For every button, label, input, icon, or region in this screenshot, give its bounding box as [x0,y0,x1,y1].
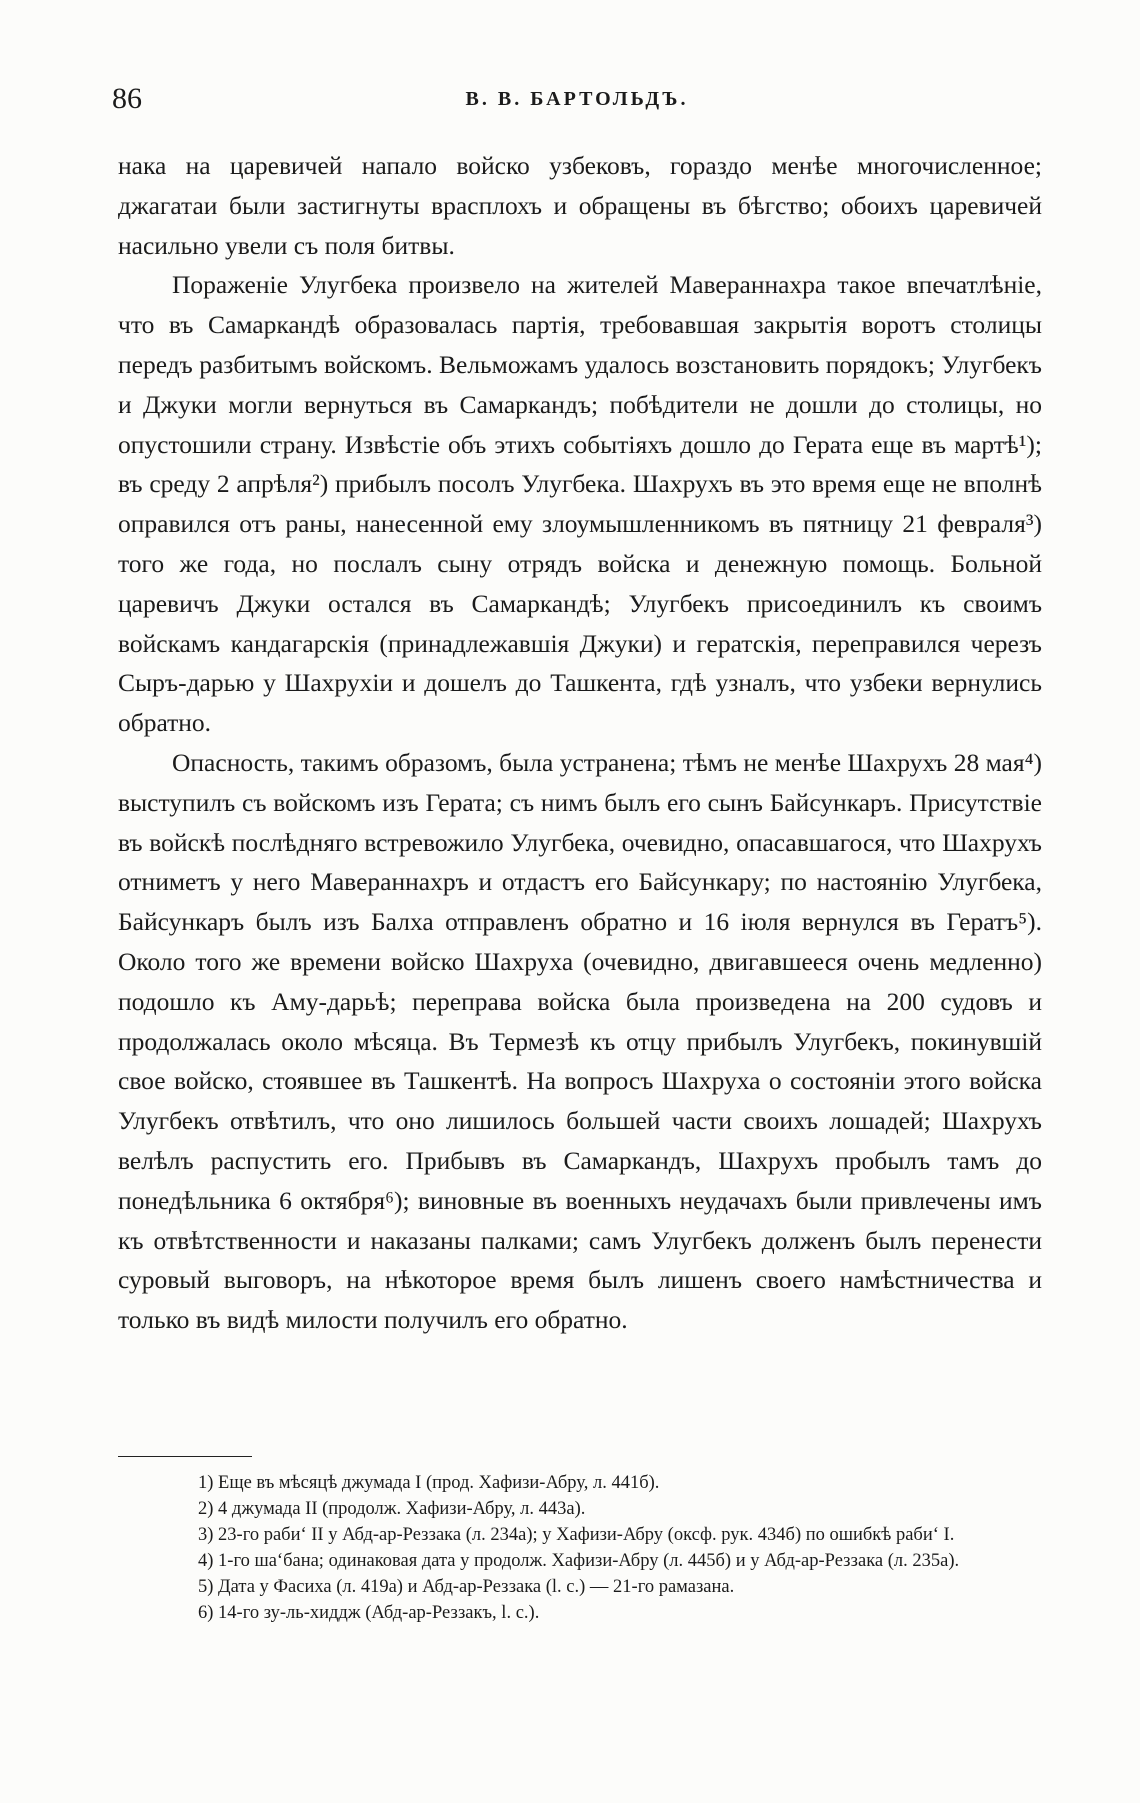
footnote-separator [118,1456,252,1457]
footnote-5: 5) Дата у Фасиха (л. 419а) и Абд-ар-Реззака (l. c.) — 21-го рамазана. [198,1577,735,1597]
footnote-3: 3) 23-го раби‘ II у Абд-ар-Реззака (л. 234а); у Хафизи-Абру (оксф. рук. 434б) по ошибкѣ раби‘ I. [198,1525,955,1545]
footnote-4: 4) 1-го ша‘бана; одинаковая дата у продолж. Хафизи-Абру (л. 445б) и у Абд-ар-Реззака (л. 235а). [198,1551,960,1571]
footnotes [118,1470,1042,1626]
main-text [118,146,1042,1340]
page-number: 86 [112,82,142,115]
paragraph-continued: нака на царевичей напало войско узбековъ, гораздо менѣе многочисленное; джагатаи были застигнуты врасплохъ и обращены въ бѣгство; обоихъ царевичей насильно увели съ поля битвы. [118,151,1042,260]
footnote-1: 1) Еще въ мѣсяцѣ джумада I (прод. Хафизи-Абру, л. 441б). [198,1473,660,1493]
page-header [112,82,1042,122]
footnote-2: 2) 4 джумада II (продолж. Хафизи-Абру, л. 443а). [198,1499,586,1519]
running-head: В. В. БАРТОЛЬДЪ. [465,88,689,110]
footnote-6: 6) 14-го зу-ль-хиддж (Абд-ар-Реззакъ, l. c.). [198,1603,540,1623]
paragraph: Пораженіе Улугбека произвело на жителей Мавераннахра такое впечатлѣніе, что въ Самаркандѣ образовалась партія, требовавшая закрытія воротъ столицы передъ разбитымъ войскомъ. Вельможамъ удалось возстановить порядокъ; Улугбекъ и Джуки могли вернуться въ Самаркандъ; побѣдители не дошли до столицы, но опустошили страну. Извѣстіе объ этихъ событіяхъ дошло до Герата еще въ мартѣ¹); въ среду 2 апрѣля²) прибылъ посолъ Улугбека. Шахрухъ въ это время еще не вполнѣ оправился отъ раны, нанесенной ему злоумышленникомъ въ пятницу 21 февраля³) того же года, но послалъ сыну отрядъ войска и денежную помощь. Больной царевичъ Джуки остался въ Самаркандѣ; Улугбекъ присоединилъ къ своимъ войскамъ кандагарскія (принадлежавшія Джуки) и гератскія, переправился черезъ Сыръ-дарью у Шахрухіи и дошелъ до Ташкента, гдѣ узналъ, что узбеки вернулись обратно. [118,270,1042,738]
paragraph: Опасность, такимъ образомъ, была устранена; тѣмъ не менѣе Шахрухъ 28 мая⁴) выступилъ съ войскомъ изъ Герата; съ нимъ былъ его сынъ Байсункаръ. Присутствіе въ войскѣ послѣдняго встревожило Улугбека, очевидно, опасавшагося, что Шахрухъ отниметъ у него Мавераннахръ и отдастъ его Байсункару; по настоянію Улугбека, Байсункаръ былъ изъ Балха отправленъ обратно и 16 іюля вернулся въ Гератъ⁵). Около того же времени войско Шахруха (очевидно, двигавшееся очень медленно) подошло къ Аму-дарьѣ; переправа войска была произведена на 200 судовъ и продолжалась около мѣсяца. Въ Термезѣ къ отцу прибылъ Улугбекъ, покинувшій свое войско, стоявшее въ Ташкентѣ. На вопросъ Шахруха о состояніи этого войска Улугбекъ отвѣтилъ, что оно лишилось большей части своихъ лошадей; Шахрухъ велѣлъ распустить его. Прибывъ въ Самаркандъ, Шахрухъ пробылъ тамъ до понедѣльника 6 октября⁶); виновные въ военныхъ неудачахъ были привлечены имъ къ отвѣтственности и наказаны палками; самъ Улугбекъ долженъ былъ перенести суровый выговоръ, на нѣкоторое время былъ лишенъ своего намѣстничества и только въ видѣ милости получилъ его обратно. [118,747,1042,1335]
